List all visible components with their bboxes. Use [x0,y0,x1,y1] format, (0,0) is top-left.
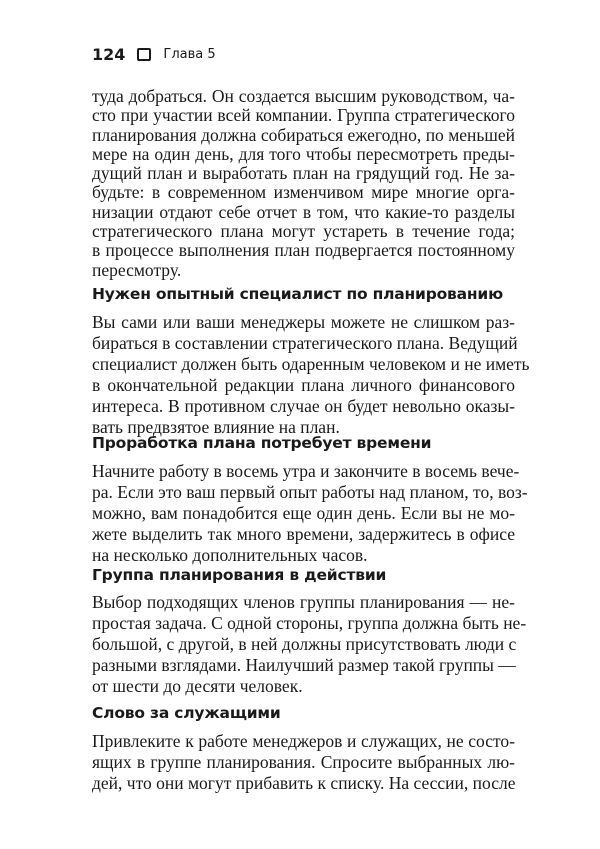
text-line: в окончательной редакции плана личного финансового [92,375,515,395]
text-line: дущий план и выработать план на грядущий год. Не за- [92,163,515,184]
text-line: мере на один день, для того чтобы пересмотреть преды- [92,143,515,164]
paragraph [92,87,515,280]
text-line: пересмотру. [92,259,182,280]
text-line: в процессе выполнения план подвергается постоянному [92,240,515,261]
text-line: дей, что они могут прибавить к списку. На сессии, после [92,773,516,793]
text-line: интереса. В противном случае он будет невольно оказы- [92,396,515,416]
section-heading: Проработка плана потребует времени [92,434,432,452]
text-line: большой, с другой, в ней должны присутствовать люди с [92,634,517,654]
text-line: на несколько дополнительных часов. [92,545,368,565]
text-line: жете выделить так много времени, задержитесь в офисе [92,524,515,544]
text-line: простая задача. С одной стороны, группа должна быть не- [92,613,527,633]
text-line: специалист должен быть одаренным человеком и не иметь [92,354,530,374]
text-line: низации отдают себе отчет в том, что какие-то разделы [92,201,515,222]
text-line: от шести до десяти человек. [92,676,303,696]
text-line: бираться в составлении стратегического плана. Ведущий [92,333,518,353]
text-line: туда добраться. Он создается высшим руководством, ча- [92,86,515,106]
text-line: стратегического плана могут устареть в течение года; [92,221,515,242]
text-line: сто при участии всей компании. Группа стратегического [92,105,515,126]
section-heading: Нужен опытный специалист по планированию [92,285,503,303]
paragraph [92,312,530,438]
paragraph [92,731,515,794]
text-line: Вы сами или ваши менеджеры можете не слишком раз- [92,312,515,332]
paragraph [92,592,527,697]
text-line: Выбор подходящих членов группы планирования — не- [92,592,515,612]
chapter-title: Глава 5 [163,47,216,62]
page-header [92,45,216,64]
text-line: ящих в группе планирования. Спросите выбранных лю- [92,752,515,772]
text-line: Привлеките к работе менеджеров и служащих, не состо- [92,731,515,751]
section-heading: Группа планирования в действии [92,566,387,584]
text-line: будьте: в современном изменчивом мире многие орга- [92,182,515,203]
text-line: вать предвзятое влияние на план. [92,417,340,437]
text-line: можно, вам понадобится еще один день. Если вы не мо- [92,503,515,523]
text-line: Начните работу в восемь утра и закончите в восемь вече- [92,461,520,481]
section-heading: Слово за служащими [92,704,281,722]
page-number: 124 [92,45,126,64]
square-bullet-icon [137,48,151,61]
paragraph [92,461,528,566]
text-line: разными взглядами. Наилучший размер такой группы — [92,655,516,675]
text-line: планирования должна собираться ежегодно, по меньшей [92,124,515,145]
text-line: ра. Если это ваш первый опыт работы над планом, то, воз- [92,482,528,502]
